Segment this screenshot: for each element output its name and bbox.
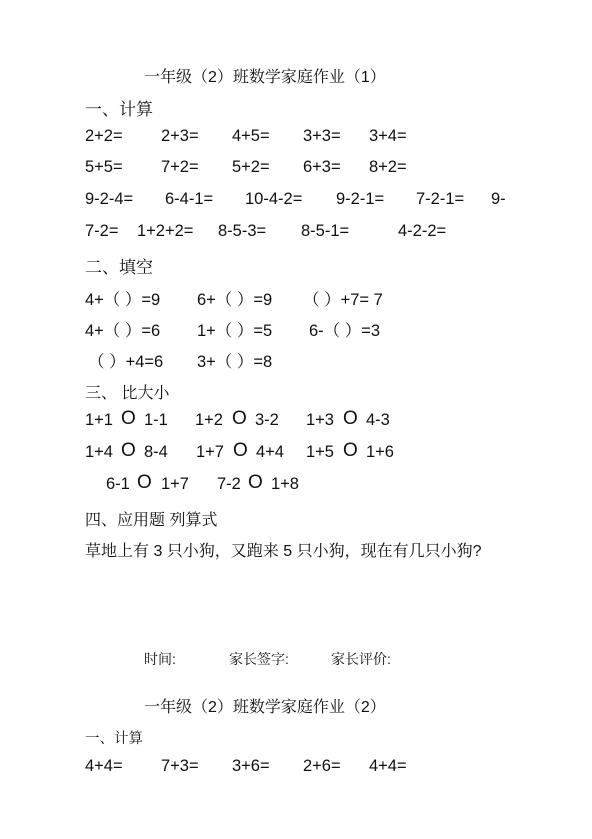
calc-item: 9-2-1= <box>336 190 385 208</box>
fill-item: （ ）+7= 7 <box>303 291 383 309</box>
compare-left: 1+5 <box>306 443 334 461</box>
calc-item: 5+5= <box>85 158 123 176</box>
calc-item: 9-2-4= <box>85 190 134 208</box>
homework2-title: 一年级（2）班数学家庭作业（2） <box>144 699 386 716</box>
compare-circle: O <box>121 440 136 461</box>
compare-right: 8-4 <box>144 443 168 461</box>
calc-item: 2+6= <box>303 757 341 775</box>
calc-item: 9- <box>491 190 506 208</box>
calc-item: 10-4-2= <box>245 190 303 208</box>
calc-item: 7+2= <box>161 158 199 176</box>
homework1-title: 一年级（2）班数学家庭作业（1） <box>144 69 386 86</box>
hw2-section1-heading: 一、计算 <box>85 731 143 747</box>
compare-right: 3-2 <box>255 411 279 429</box>
compare-right: 4-3 <box>366 411 390 429</box>
word-problem: 草地上有 3 只小狗，又跑来 5 只小狗，现在有几只小狗? <box>85 543 482 560</box>
time-label: 时间: <box>144 651 176 667</box>
compare-circle: O <box>121 408 136 429</box>
fill-item: 4+（ ）=9 <box>85 291 161 309</box>
compare-right: 1+6 <box>366 443 394 461</box>
compare-circle: O <box>343 408 358 429</box>
compare-left: 7-2 <box>217 475 241 493</box>
compare-circle: O <box>137 472 152 493</box>
compare-circle: O <box>232 408 247 429</box>
compare-right: 1+7 <box>161 475 189 493</box>
calc-item: 7+3= <box>161 757 199 775</box>
parent-signature-label: 家长签字: <box>229 651 289 667</box>
calc-item: 8-5-3= <box>218 222 267 240</box>
fill-item: 4+（ ）=6 <box>85 322 161 340</box>
fill-item: （ ）+4=6 <box>88 353 164 371</box>
calc-item: 3+4= <box>369 127 407 145</box>
calc-item: 1+2+2= <box>137 222 194 240</box>
calc-item: 5+2= <box>232 158 270 176</box>
calc-item: 6+3= <box>303 158 341 176</box>
parent-review-label: 家长评价: <box>331 651 391 667</box>
fill-item: 1+（ ）=5 <box>197 322 273 340</box>
fill-item: 3+（ ）=8 <box>197 353 273 371</box>
compare-left: 6-1 <box>106 475 130 493</box>
calc-item: 7-2-1= <box>416 190 465 208</box>
section3-heading: 三、 比大小 <box>85 385 170 402</box>
section2-heading: 二、填空 <box>85 258 153 277</box>
compare-circle: O <box>233 440 248 461</box>
calc-item: 8+2= <box>369 158 407 176</box>
compare-left: 1+4 <box>85 443 113 461</box>
fill-item: 6-（ ）=3 <box>309 322 381 340</box>
calc-item: 8-5-1= <box>301 222 350 240</box>
compare-right: 1-1 <box>144 411 168 429</box>
calc-item: 4+4= <box>369 757 407 775</box>
calc-item: 2+3= <box>161 127 199 145</box>
compare-circle: O <box>248 472 263 493</box>
calc-item: 6-4-1= <box>165 190 214 208</box>
calc-item: 4+4= <box>85 757 123 775</box>
calc-item: 3+6= <box>232 757 270 775</box>
calc-item: 2+2= <box>85 127 123 145</box>
calc-item: 4+5= <box>232 127 270 145</box>
calc-item: 7-2= <box>85 222 119 240</box>
section1-heading: 一、计算 <box>85 100 153 119</box>
compare-circle: O <box>343 440 358 461</box>
compare-left: 1+2 <box>195 411 223 429</box>
compare-left: 1+7 <box>196 443 224 461</box>
compare-right: 1+8 <box>271 475 299 493</box>
calc-item: 3+3= <box>303 127 341 145</box>
compare-right: 4+4 <box>256 443 284 461</box>
fill-item: 6+（ ）=9 <box>197 291 273 309</box>
compare-left: 1+1 <box>85 411 113 429</box>
calc-item: 4-2-2= <box>398 222 447 240</box>
section4-heading: 四、应用题 列算式 <box>85 512 218 529</box>
compare-left: 1+3 <box>306 411 334 429</box>
